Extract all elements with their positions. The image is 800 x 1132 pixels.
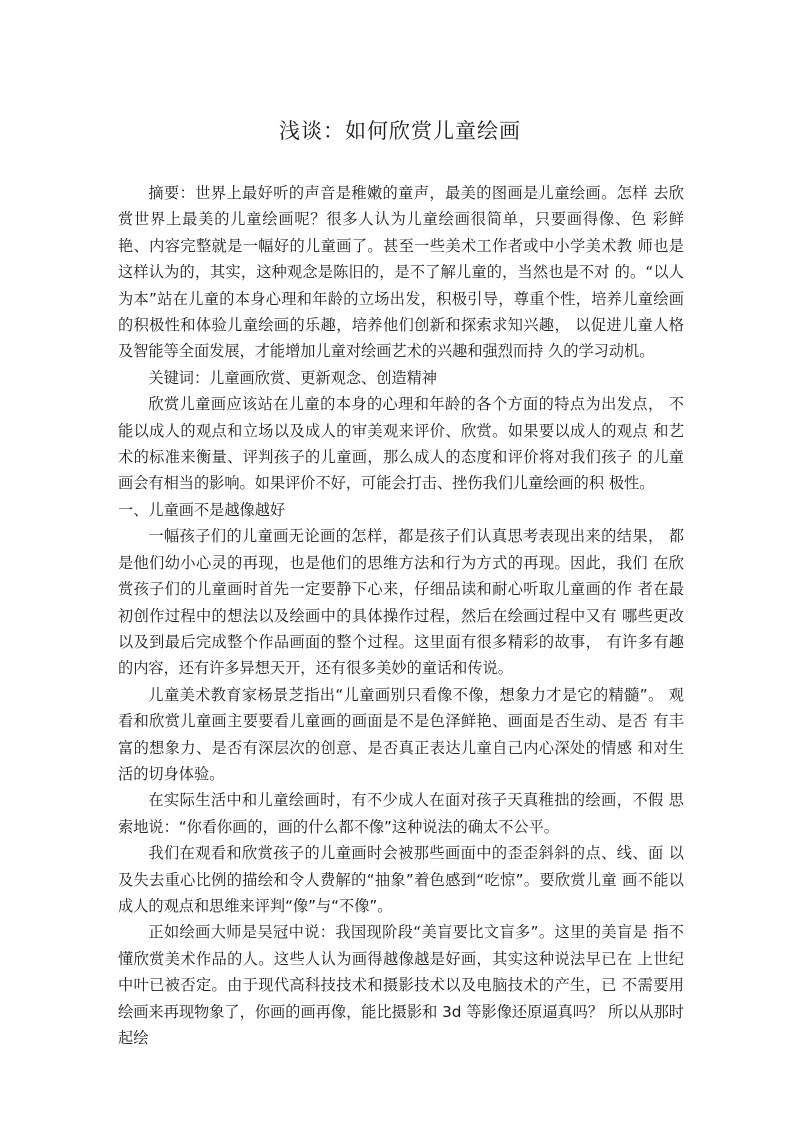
abstract-paragraph: 摘要：世界上最好听的声音是稚嫩的童声，最美的图画是儿童绘画。怎样 去欣赏世界上最美的儿童绘画呢？很多人认为儿童绘画很简单，只要画得像、色 彩鲜艳、内容完整就是一幅好的儿童画了。甚至一些美术工作者或中小学美术教 师也是这样认为的，其实，这种观念是陈旧的，是不了解儿童的，当然也是不对 的。“以人为本”站在儿童的本身心理和年龄的立场出发，积极引导，尊重个性，培养儿童绘画的积极性和体验儿童绘画的乐趣，培养他们创新和探索求知兴趣， 以促进儿童人格及智能等全面发展，才能增加儿童对绘画艺术的兴趣和强烈而持 久的学习动机。	[118, 184, 684, 361]
body-paragraph: 我们在观看和欣赏孩子的儿童画时会被那些画面中的歪歪斜斜的点、线、面 以及失去重心比例的描绘和令人费解的“抽象”着色感到“吃惊”。要欣赏儿童 画不能以成人的观点和思维来评判“像”与“不像”。	[118, 844, 684, 915]
section-heading: 一、儿童画不是越像越好	[118, 500, 286, 519]
body-paragraph: 正如绘画大师是吴冠中说：我国现阶段“美盲要比文盲多”。这里的美盲是 指不懂欣赏美术作品的人。这些人认为画得越像越是好画，其实这种说法早已在 上世纪中叶已被否定。由于现代高科技技术和摄影技术以及电脑技术的产生，已 不需要用绘画来再现物象了，你画的画再像，能比摄影和 3d 等影像还原逼真吗？ 所以从那时起绘	[118, 923, 684, 1047]
body-paragraph: 在实际生活中和儿童绘画时，有不少成人在面对孩子天真稚拙的绘画，不假 思索地说：“你看你画的，画的什么都不像”这种说法的确太不公平。	[118, 791, 684, 836]
document-title: 浅谈：如何欣赏儿童绘画	[279, 119, 521, 143]
body-paragraph: 儿童美术教育家杨景芝指出“儿童画别只看像不像，想象力才是它的精髓”。 观看和欣赏儿童画主要要看儿童画的画面是不是色泽鲜艳、画面是否生动、是否 有丰富的想象力、是否有深层次的创意、是否真正表达儿童自己内心深处的情感 和对生活的切身体验。	[118, 685, 684, 783]
keywords-paragraph: 关键词：儿童画欣赏、更新观念、创造精神	[148, 368, 437, 387]
intro-paragraph: 欣赏儿童画应该站在儿童的本身的心理和年龄的各个方面的特点为出发点， 不能以成人的观点和立场以及成人的审美观来评价、欣赏。如果要以成人的观点 和艺术的标准来衡量、评判孩子的儿童画，那么成人的态度和评价将对我们孩子 的儿童画会有相当的影响。如果评价不好，可能会打击、挫伤我们儿童绘画的积 极性。	[118, 395, 684, 493]
document-body	[118, 180, 684, 1051]
body-paragraph: 一幅孩子们的儿童画无论画的怎样，都是孩子们认真思考表现出来的结果， 都是他们幼小心灵的再现，也是他们的思维方法和行为方式的再现。因此，我们 在欣赏孩子们的儿童画时首先一定要静下心来，仔细品读和耐心听取儿童画的作 者在最初创作过程中的想法以及绘画中的具体操作过程，然后在绘画过程中又有 哪些更改以及到最后完成整个作品画面的整个过程。这里面有很多精彩的故事， 有许多有趣的内容，还有许多异想天开，还有很多美妙的童话和传说。	[118, 527, 684, 678]
